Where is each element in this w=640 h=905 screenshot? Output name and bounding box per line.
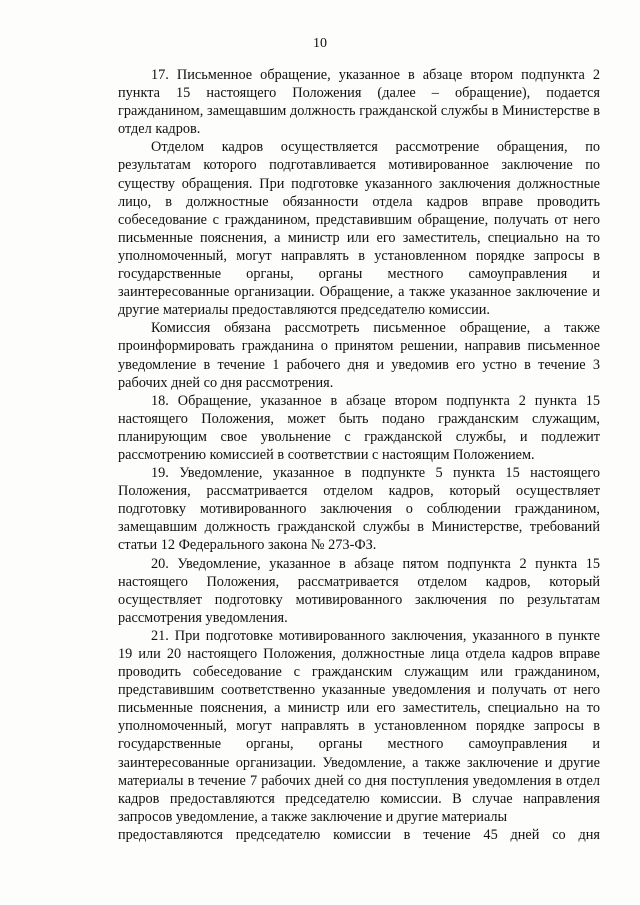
paragraph-21: 21. При подготовке мотивированного заключения, указанного в пункте 19 или 20 настоящего Положения, должностные лица отдела кадров вправе проводить собеседование с гражданским служащим или гражданином, представившим соответственно указанные уведомления и получать от него письменные пояснения, а министр или его заместитель, специально на то уполномоченный, могут направлять в установленном порядке запросы в государственные органы, органы местного самоуправления и заинтересованные организации. Уведомление, а также заключение и другие материалы в течение 7 рабочих дней со дня поступления уведомления в отдел кадров предоставляются председателю комиссии. В случае направления запросов уведомление, а также заключение и другие материалы — [118, 627, 600, 825]
body-text — [118, 66, 600, 844]
page-number: 10 — [313, 36, 327, 51]
paragraph-21-continued: предоставляются председателю комиссии в течение 45 дней со дня — [118, 826, 600, 843]
paragraph-17: 17. Письменное обращение, указанное в абзаце втором подпункта 2 пункта 15 настоящего Положения (далее – обращение), подается гражданином, замещавшим должность гражданской службы в Министерстве в отдел кадров. — [118, 67, 600, 138]
paragraph-17-review: Отделом кадров осуществляется рассмотрение обращения, по результатам которого подготавливается мотивированное заключение по существу обращения. При подготовке указанного заключения должностные лицо, в должностные обязанности отдела кадров вправе проводить собеседование с гражданином, представившим обращение, получать от него письменные пояснения, а министр или его заместитель, специально на то уполномоченный, могут направлять в установленном порядке запросы в государственные органы, органы местного самоуправления и заинтересованные организации. Обращение, а также указанное заключение и другие материалы предоставляются председателю комиссии. — [118, 139, 600, 319]
paragraph-17-commission: Комиссия обязана рассмотреть письменное обращение, а также проинформировать гражданина о принятом решении, направив письменное уведомление в течение 1 рабочего дня и уведомив его устно в течение 3 рабочих дней со дня рассмотрения. — [118, 320, 600, 391]
paragraph-20: 20. Уведомление, указанное в абзаце пятом подпункта 2 пункта 15 настоящего Положения, рассматривается отделом кадров, который осуществляет подготовку мотивированного заключения по результатам рассмотрения уведомления. — [118, 555, 600, 626]
paragraph-19: 19. Уведомление, указанное в подпункте 5 пункта 15 настоящего Положения, рассматривается отделом кадров, который осуществляет подготовку мотивированного заключения о соблюдении гражданином, замещавшим должность гражданской службы в Министерстве, требований статьи 12 Федерального закона № 273-ФЗ. — [118, 465, 600, 554]
paragraph-18: 18. Обращение, указанное в абзаце втором подпункта 2 пункта 15 настоящего Положения, может быть подано гражданским служащим, планирующим свое увольнение с гражданской службы, и подлежит рассмотрению комиссией в соответствии с настоящим Положением. — [118, 392, 600, 463]
